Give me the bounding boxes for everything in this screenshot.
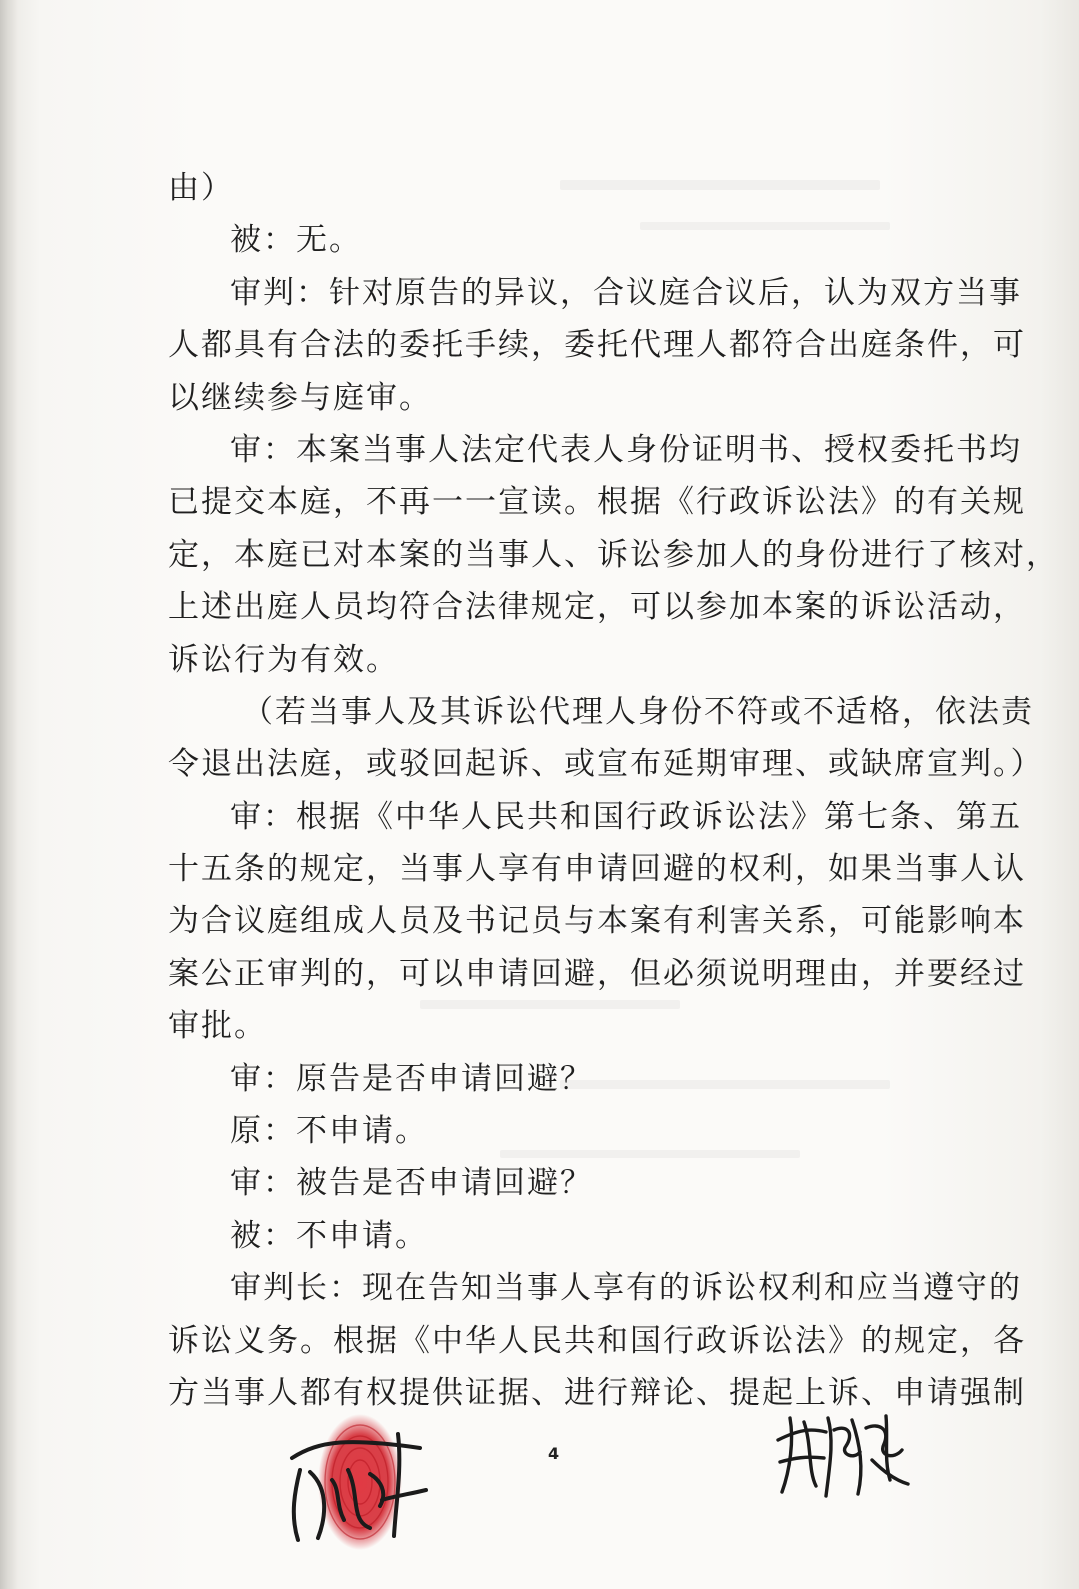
transcript-line: 被：无。 <box>230 222 362 259</box>
transcript-line: 审：原告是否申请回避？ <box>230 1060 593 1097</box>
transcript-line: 诉讼行为有效。 <box>168 641 399 678</box>
transcript-line: 审：根据《中华人民共和国行政诉讼法》第七条、第五 <box>230 798 1022 835</box>
transcript-line: 原：不申请。 <box>230 1113 428 1150</box>
page-edge-shadow <box>0 0 18 1589</box>
transcript-line: 以继续参与庭审。 <box>168 379 432 416</box>
transcript-line: 由） <box>168 170 234 206</box>
transcript-line: 令退出法庭，或驳回起诉、或宣布延期审理、或缺席宣判。） <box>168 746 1044 783</box>
transcript-line: 案公正审判的，可以申请回避，但必须说明理由，并要经过 <box>168 955 1026 992</box>
transcript-line: 诉讼义务。根据《中华人民共和国行政诉讼法》的规定，各 <box>168 1322 1026 1359</box>
transcript-line: 定，本庭已对本案的当事人、诉讼参加人的身份进行了核对， <box>168 536 1059 573</box>
handwritten-signature-icon <box>768 1400 918 1505</box>
transcript-body <box>168 162 1059 1419</box>
transcript-line: （若当事人及其诉讼代理人身份不符或不适格，依法责 <box>242 693 1034 730</box>
transcript-line: 审：被告是否申请回避？ <box>230 1165 593 1202</box>
transcript-line: 已提交本庭，不再一一宣读。根据《行政诉讼法》的有关规 <box>168 484 1026 521</box>
transcript-line: 审批。 <box>168 1008 267 1045</box>
transcript-line: 审判：针对原告的异议，合议庭合议后，认为双方当事 <box>230 274 1022 311</box>
transcript-line: 被：不申请。 <box>230 1217 428 1254</box>
transcript-line: 方当事人都有权提供证据、进行辩论、提起上诉、申请强制 <box>168 1374 1026 1411</box>
red-fingerprint-seal-icon <box>270 1410 440 1560</box>
transcript-line: 审：本案当事人法定代表人身份证明书、授权委托书均 <box>230 431 1022 468</box>
transcript-line: 审判长：现在告知当事人享有的诉讼权利和应当遵守的 <box>230 1270 1022 1307</box>
transcript-line: 十五条的规定，当事人享有申请回避的权利，如果当事人认 <box>168 851 1026 888</box>
page-number: 4 <box>548 1444 560 1463</box>
transcript-line: 人都具有合法的委托手续，委托代理人都符合出庭条件，可 <box>168 327 1026 364</box>
transcript-line: 上述出庭人员均符合法律规定，可以参加本案的诉讼活动， <box>168 589 1026 626</box>
transcript-line: 为合议庭组成人员及书记员与本案有利害关系，可能影响本 <box>168 903 1026 940</box>
